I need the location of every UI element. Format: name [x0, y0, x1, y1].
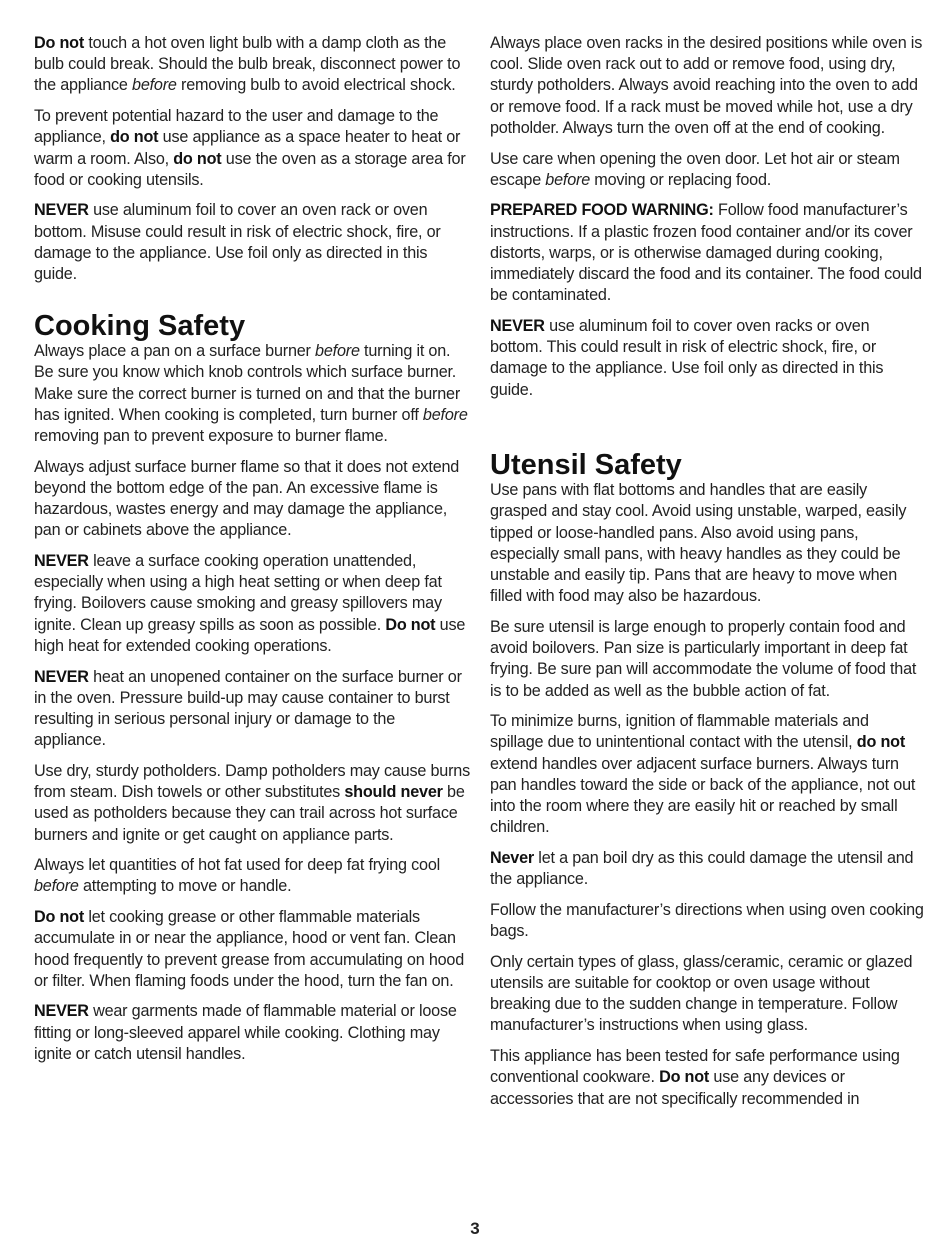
emphasis-italic: before	[422, 405, 468, 424]
body-paragraph	[490, 149, 926, 191]
left-intro-paragraphs	[34, 33, 470, 285]
text-run: extend handles over adjacent surface burners. Always turn pan handles toward the side or back of the appliance, not out into the room where they are easily hit or reached by small children.	[490, 754, 916, 837]
emphasis-bold: do not	[856, 733, 906, 752]
text-run: heat an unopened container on the surface burner or in the oven. Pressure build-up may cause container to burst resulting in serious personal injury or damage to the appliance.	[34, 667, 462, 750]
text-run: use appliance as a space heater to heat or warm a room. Also,	[34, 128, 461, 168]
text-run: turning it on. Be sure you know which knob controls which surface burner. Make sure the correct burner is turned on and that the burner has ignited. When cooking is completed, turn burner off	[34, 342, 461, 424]
right-intro-paragraphs	[490, 33, 926, 401]
text-run: Always place oven racks in the desired positions while oven is cool. Slide oven rack out to add or remove food, using dry, sturdy potholders. Always avoid reaching into the oven to add or remove food. If a rack must be moved while hot, use a dry potholder. Always turn the oven off at the end of cooking.	[490, 34, 923, 137]
emphasis-bold: Do not	[385, 615, 436, 634]
section-spacer	[490, 410, 926, 424]
text-run: Always let quantities of hot fat used for deep fat frying cool	[34, 856, 441, 875]
text-run: wear garments made of flammable material or loose fitting or long-sleeved apparel while cooking. Clothing may ignite or catch utensil handles.	[34, 1002, 457, 1063]
body-paragraph	[34, 907, 470, 992]
text-run: Only certain types of glass, glass/ceramic, ceramic or glazed utensils are suitable for cooktop or oven usage without breaking due to the sudden change in temperature. Follow manufacturer’s instructions when using glass.	[490, 952, 913, 1035]
body-paragraph	[34, 667, 470, 752]
body-paragraph	[490, 316, 926, 401]
emphasis-bold: do not	[110, 128, 159, 147]
utensil-safety-section	[490, 480, 926, 1109]
text-run: moving or replacing food.	[590, 170, 772, 189]
page-number: 3	[470, 1219, 480, 1238]
body-paragraph	[490, 848, 926, 890]
body-paragraph	[490, 33, 926, 139]
text-run: Use care when opening the oven door. Let hot air or steam escape	[490, 149, 900, 189]
text-run: Follow the manufacturer’s directions when using oven cooking bags.	[490, 900, 924, 941]
text-run: To prevent potential hazard to the user and damage to the appliance,	[34, 107, 439, 147]
text-run: use high heat for extended cooking operations.	[34, 615, 466, 655]
body-paragraph	[34, 200, 470, 285]
body-paragraph	[34, 551, 470, 657]
emphasis-bold: NEVER	[34, 667, 89, 686]
emphasis-bold: NEVER	[34, 201, 89, 220]
body-paragraph	[490, 1046, 926, 1110]
body-paragraph	[490, 480, 926, 607]
text-run: Follow food manufacturer’s instructions. If a plastic frozen food container and/or its cover distorts, warps, or is otherwise damaged during cooking, immediately discard the food and its container. The food could be contaminated.	[490, 201, 922, 305]
text-run: Always adjust surface burner flame so that it does not extend beyond the bottom edge of the pan. An excessive flame is hazardous, wastes energy and may damage the appliance, pan or cabinets above the appliance.	[34, 457, 460, 540]
body-paragraph	[34, 1001, 470, 1065]
body-paragraph	[34, 761, 470, 846]
body-paragraph	[490, 952, 926, 1037]
emphasis-bold: do not	[173, 149, 222, 168]
emphasis-bold: NEVER	[34, 552, 89, 571]
text-run: leave a surface cooking operation unattended, especially when using a high heat setting or when deep fat frying. Boilovers cause smoking and greasy spillovers may ignite. Clean up greasy spills as soon as possible.	[34, 552, 442, 634]
emphasis-bold: Do not	[659, 1068, 710, 1087]
emphasis-italic: before	[545, 170, 590, 189]
text-run: attempting to move or handle.	[78, 877, 292, 896]
emphasis-bold: NEVER	[490, 316, 545, 335]
emphasis-bold: should never	[344, 783, 443, 802]
right-column	[490, 33, 926, 1119]
emphasis-bold: PREPARED FOOD WARNING:	[490, 201, 714, 220]
body-paragraph	[34, 341, 470, 447]
text-run: be used as potholders because they can trail across hot surface burners and ignite or get caught on appliance parts.	[34, 783, 465, 844]
text-run: Be sure utensil is large enough to properly contain food and avoid boilovers. Pan size is particularly important in deep fat frying. Be sure pan will accommodate the volume of food that is to be added as well as the bubble action of fat.	[490, 617, 917, 700]
text-run: Use dry, sturdy potholders. Damp potholders may cause burns from steam. Dish towels or other substitutes	[34, 761, 470, 802]
emphasis-italic: before	[315, 342, 360, 361]
text-run: let a pan boil dry as this could damage the utensil and the appliance.	[490, 849, 914, 889]
emphasis-bold: Do not	[34, 908, 85, 927]
utensil-safety-heading: Utensil Safety	[490, 449, 682, 482]
left-column	[34, 33, 470, 1075]
emphasis-bold: NEVER	[34, 1002, 89, 1021]
text-run: This appliance has been tested for safe performance using conventional cookware.	[490, 1047, 900, 1087]
text-run: Use pans with flat bottoms and handles that are easily grasped and stay cool. Avoid using unstable, warped, easily tipped or loose-handled pans. Also avoid using pans, especially small pans, with heavy handles as they could be unstable and easily tip. Pans that are heavy to move when filled with food may also be hazardous.	[490, 481, 907, 606]
emphasis-italic: before	[132, 76, 177, 95]
emphasis-bold: Do not	[34, 34, 85, 52]
cooking-safety-heading: Cooking Safety	[34, 310, 246, 343]
body-paragraph	[34, 855, 470, 897]
text-run: To minimize burns, ignition of flammable materials and spillage due to unintentional contact with the utensil,	[490, 712, 869, 752]
text-run: touch a hot oven light bulb with a damp cloth as the bulb could break. Should the bulb break, disconnect power to the appliance	[34, 34, 461, 95]
text-run: use any devices or accessories that are not specifically recommended in	[490, 1068, 860, 1108]
text-run: removing bulb to avoid electrical shock.	[176, 76, 456, 95]
cooking-safety-section	[34, 341, 470, 1065]
text-run: let cooking grease or other flammable materials accumulate in or near the appliance, hood or vent fan. Clean hood frequently to prevent grease from accumulating on hood or filter. When flaming foods under the hood, turn the fan on.	[34, 908, 465, 990]
text-run: Always place a pan on a surface burner	[34, 342, 316, 361]
emphasis-bold: Never	[490, 849, 534, 867]
body-paragraph	[34, 106, 470, 191]
body-paragraph	[490, 200, 926, 306]
text-run: use the oven as a storage area for food or cooking utensils.	[34, 149, 466, 189]
body-paragraph	[490, 900, 926, 942]
body-paragraph	[490, 711, 926, 838]
body-paragraph	[490, 617, 926, 702]
body-paragraph	[34, 457, 470, 542]
text-run: use aluminum foil to cover an oven rack or oven bottom. Misuse could result in risk of electric shock, fire, or damage to the appliance. Use foil only as directed in this guide.	[34, 201, 441, 284]
body-paragraph	[34, 33, 470, 97]
text-run: removing pan to prevent exposure to burner flame.	[34, 427, 388, 446]
text-run: use aluminum foil to cover oven racks or oven bottom. This could result in risk of electric shock, fire, or damage to the appliance. Use foil only as directed in this guide.	[490, 316, 884, 399]
emphasis-italic: before	[34, 877, 79, 896]
